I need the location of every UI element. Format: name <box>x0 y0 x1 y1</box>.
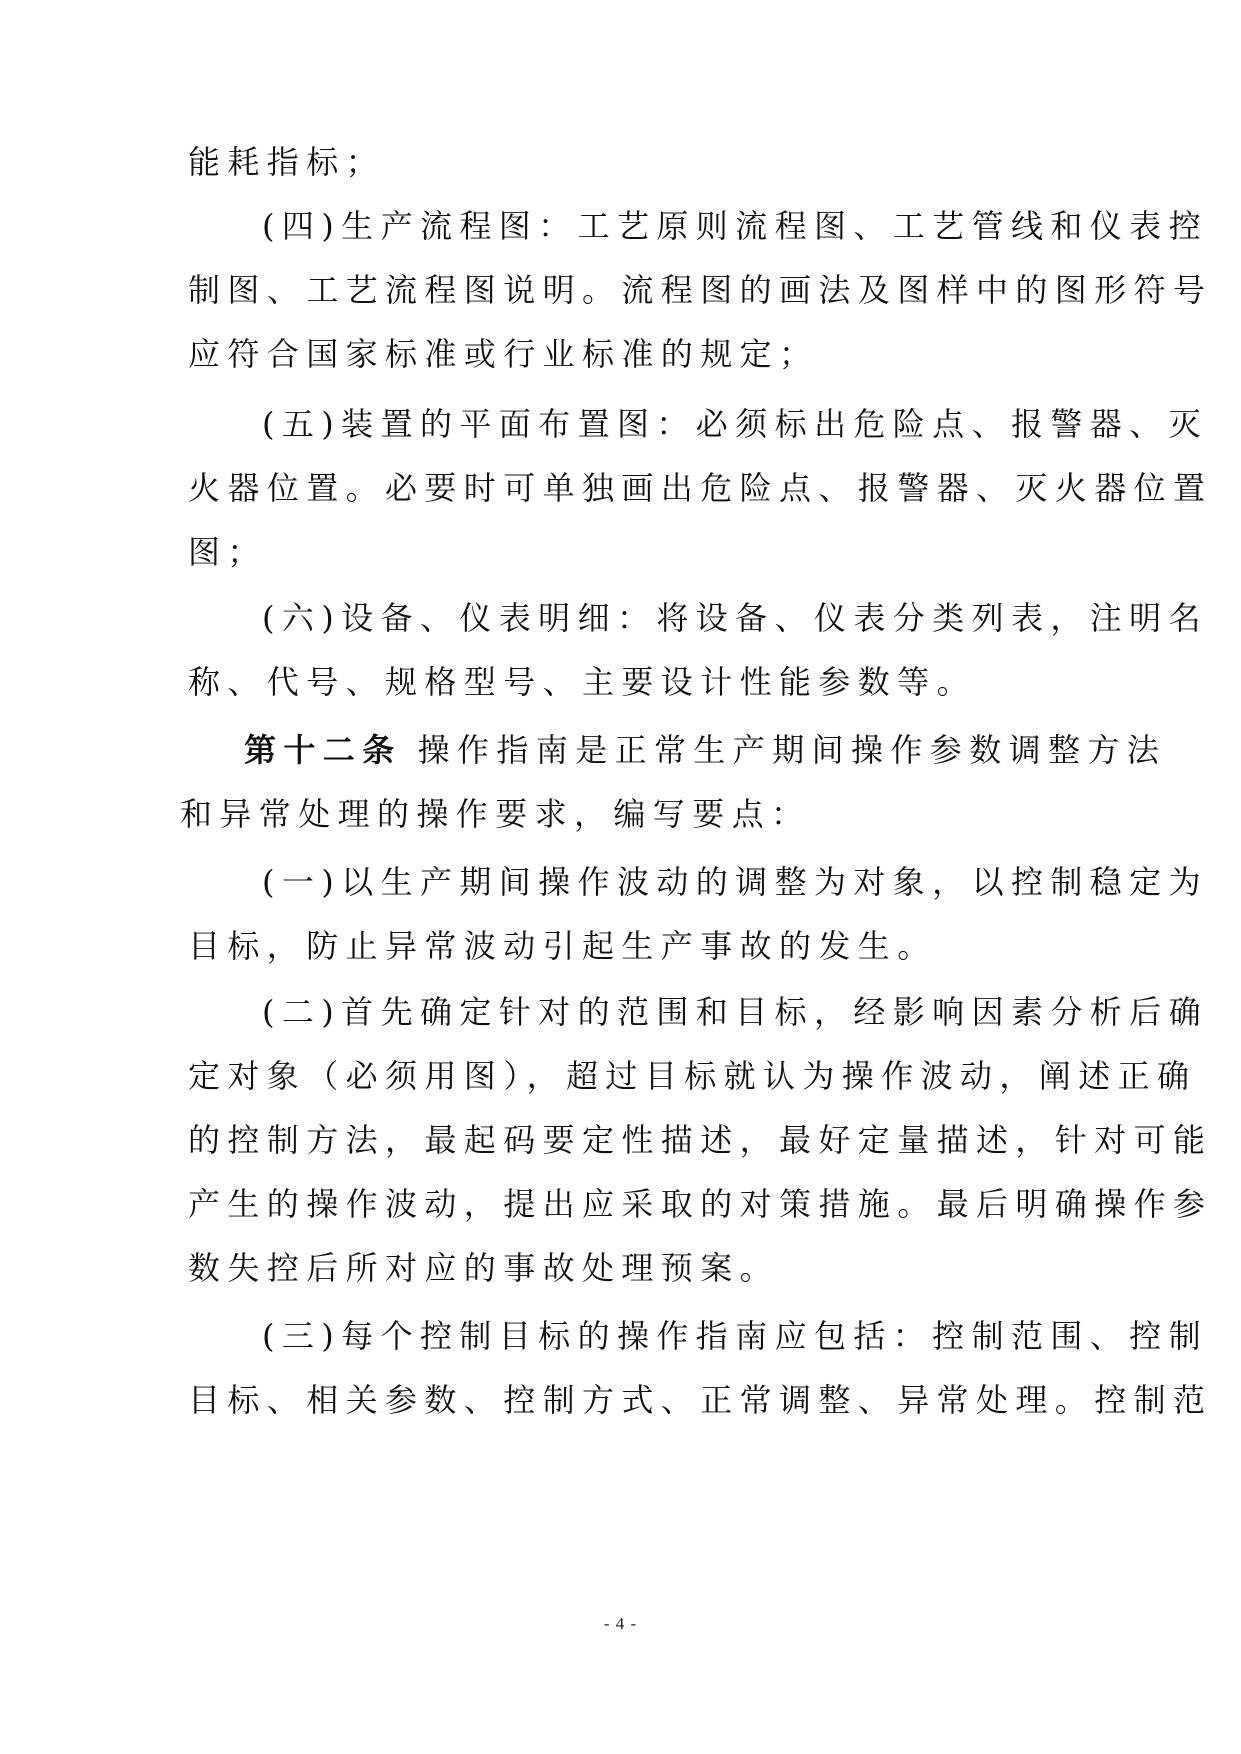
text-line: (一)以生产期间操作波动的调整为对象，以控制稳定为 <box>262 863 1208 901</box>
text-line: 制图、工艺流程图说明。流程图的画法及图样中的图形符号 <box>188 271 1213 309</box>
article-paragraph <box>244 730 1167 770</box>
text-line: (二)首先确定针对的范围和目标，经影响因素分析后确 <box>262 993 1208 1031</box>
text-line: 的控制方法，最起码要定性描述，最好定量描述，针对可能 <box>188 1121 1213 1159</box>
text-line: 火器位置。必要时可单独画出危险点、报警器、灭火器位置 <box>188 469 1213 507</box>
text-line: 数失控后所对应的事故处理预案。 <box>188 1249 780 1287</box>
page-number: - 4 - <box>603 1614 638 1633</box>
text-line: 定对象（必须用图），超过目标就认为操作波动，阐述正确 <box>188 1057 1197 1095</box>
text-line: (四)生产流程图：工艺原则流程图、工艺管线和仪表控 <box>262 207 1208 245</box>
text-line: (五)装置的平面布置图：必须标出危险点、报警器、灭 <box>262 405 1208 443</box>
text-line: 目标，防止异常波动引起生产事故的发生。 <box>188 927 937 965</box>
text-line: 目标、相关参数、控制方式、正常调整、异常处理。控制范 <box>188 1381 1213 1419</box>
text-line: 称、代号、规格型号、主要设计性能参数等。 <box>188 663 977 701</box>
text-line: (六)设备、仪表明细：将设备、仪表分类列表，注明名 <box>262 599 1208 637</box>
text-line: 应符合国家标准或行业标准的规定； <box>188 335 819 373</box>
text-line: 产生的操作波动，提出应采取的对策措施。最后明确操作参 <box>188 1185 1213 1223</box>
text-line: 图； <box>188 533 267 571</box>
text-line: 操作指南是正常生产期间操作参数调整方法 <box>417 731 1167 769</box>
text-line: 和异常处理的操作要求，编写要点： <box>180 795 811 833</box>
text-line: 能耗指标； <box>188 143 386 181</box>
article-heading: 第十二条 <box>244 731 402 769</box>
text-line: (三)每个控制目标的操作指南应包括：控制范围、控制 <box>262 1317 1208 1355</box>
